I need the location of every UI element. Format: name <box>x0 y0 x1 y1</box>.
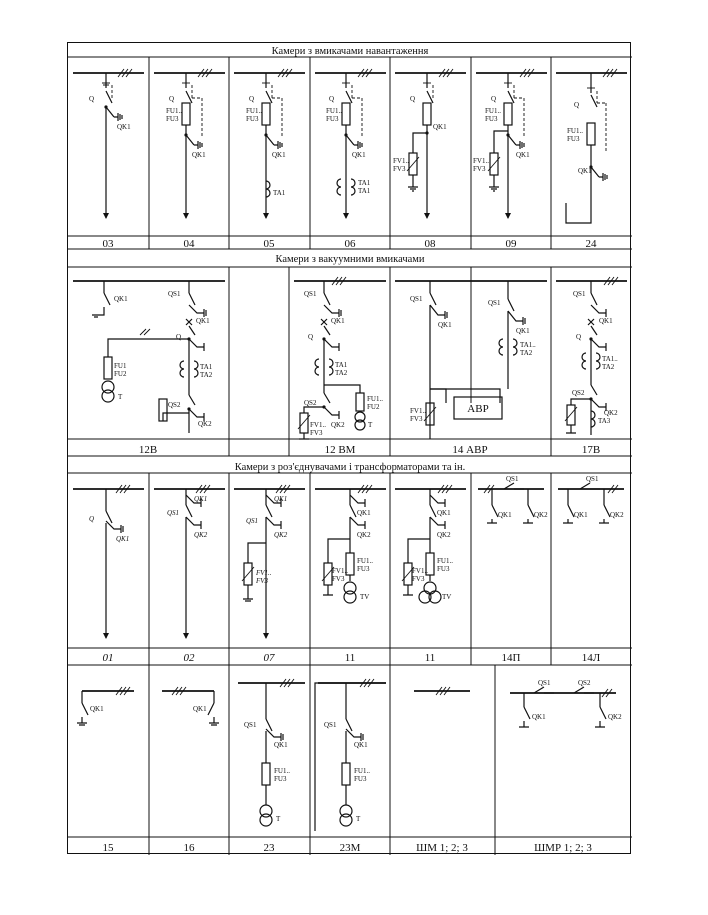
diagram-08 <box>393 69 466 219</box>
diagram-14p <box>478 475 548 523</box>
avr-label: АВР <box>467 403 489 415</box>
svg-text:QS1: QS1 <box>168 290 181 298</box>
svg-text:FU1: FU1 <box>114 362 127 370</box>
svg-text:TA1: TA1 <box>200 363 213 371</box>
svg-text:QS1: QS1 <box>304 290 317 298</box>
svg-text:TA3: TA3 <box>598 417 611 425</box>
svg-text:QS1: QS1 <box>538 679 551 687</box>
svg-text:FV3: FV3 <box>256 577 269 585</box>
svg-text:QK1: QK1 <box>438 321 452 329</box>
svg-text:FU1..: FU1.. <box>166 107 182 115</box>
diagram-01 <box>73 485 144 639</box>
svg-text:QS1: QS1 <box>246 517 259 525</box>
svg-text:T: T <box>276 815 281 823</box>
caption-14p: 14П <box>501 652 521 664</box>
svg-text:TV: TV <box>442 593 452 601</box>
svg-text:QK1: QK1 <box>437 509 451 517</box>
caption-shm: ШМ 1; 2; 3 <box>416 842 468 854</box>
caption-05: 05 <box>263 238 275 250</box>
section-title-load-switches: Камери з вмикачами навантаження <box>271 46 429 57</box>
caption-01: 01 <box>102 652 114 664</box>
diagram-09 <box>473 69 547 219</box>
svg-text:QS1: QS1 <box>573 290 586 298</box>
svg-text:FU1..: FU1.. <box>437 557 453 565</box>
svg-text:QS1: QS1 <box>324 721 337 729</box>
diagram-11b <box>395 485 466 603</box>
svg-text:Q: Q <box>169 95 175 103</box>
caption-11a: 11 <box>344 652 356 664</box>
caption-02: 02 <box>183 652 195 664</box>
svg-text:QS2: QS2 <box>578 679 591 687</box>
svg-text:QK2: QK2 <box>534 511 548 519</box>
label-qk1: QK1 <box>117 123 131 131</box>
svg-text:QS2: QS2 <box>168 401 181 409</box>
svg-text:FV1..: FV1.. <box>410 407 426 415</box>
svg-text:QK1: QK1 <box>599 317 613 325</box>
svg-text:QK1: QK1 <box>498 511 512 519</box>
svg-text:QK1: QK1 <box>433 123 447 131</box>
svg-text:FU3: FU3 <box>354 775 367 783</box>
svg-text:QK2: QK2 <box>274 531 288 539</box>
svg-text:QK1: QK1 <box>192 151 206 159</box>
svg-text:FU1..: FU1.. <box>354 767 370 775</box>
svg-text:QK1: QK1 <box>352 151 366 159</box>
svg-text:QK2: QK2 <box>194 531 208 539</box>
svg-text:FV3: FV3 <box>332 575 345 583</box>
svg-text:FV3: FV3 <box>412 575 425 583</box>
svg-text:QK1: QK1 <box>574 511 588 519</box>
svg-text:TA1: TA1 <box>358 179 371 187</box>
svg-text:FU1..: FU1.. <box>485 107 501 115</box>
diagram-02 <box>154 485 225 639</box>
caption-03: 03 <box>102 238 114 250</box>
svg-text:TA2: TA2 <box>602 363 615 371</box>
diagram-14l <box>558 475 624 523</box>
svg-text:TA1: TA1 <box>273 189 286 197</box>
svg-text:QK1: QK1 <box>357 509 371 517</box>
diagram-03 <box>73 69 144 219</box>
svg-text:Q: Q <box>249 95 255 103</box>
svg-text:QK1: QK1 <box>114 295 128 303</box>
svg-text:Q: Q <box>176 333 182 341</box>
svg-text:QK2: QK2 <box>608 713 622 721</box>
caption-23m: 23М <box>339 842 361 854</box>
diagram-06 <box>315 69 386 219</box>
svg-text:TA2: TA2 <box>200 371 213 379</box>
svg-text:FU1..: FU1.. <box>246 107 262 115</box>
caption-14l: 14Л <box>581 652 601 664</box>
caption-04: 04 <box>183 238 195 250</box>
diagram-24 <box>556 69 627 223</box>
svg-text:Q: Q <box>89 515 95 523</box>
caption-16: 16 <box>183 842 195 854</box>
svg-text:Q: Q <box>491 95 497 103</box>
svg-text:QS2: QS2 <box>572 389 585 397</box>
svg-text:FV1..: FV1.. <box>473 157 489 165</box>
caption-15: 15 <box>102 842 114 854</box>
caption-11b: 11 <box>424 652 436 664</box>
svg-text:FV1..: FV1.. <box>393 157 409 165</box>
diagram-12bm <box>294 277 386 439</box>
svg-text:QK1: QK1 <box>193 705 207 713</box>
svg-text:QK2: QK2 <box>610 511 624 519</box>
svg-text:QK1: QK1 <box>196 317 210 325</box>
svg-text:Q: Q <box>576 333 582 341</box>
caption-09: 09 <box>505 238 517 250</box>
svg-text:QK1: QK1 <box>578 167 592 175</box>
caption-24: 24 <box>585 238 597 250</box>
svg-text:TV: TV <box>360 593 370 601</box>
svg-text:FU3: FU3 <box>274 775 287 783</box>
svg-text:FV3: FV3 <box>473 165 486 173</box>
svg-text:QS1: QS1 <box>167 509 180 517</box>
svg-text:TA2: TA2 <box>520 349 533 357</box>
svg-text:QS1: QS1 <box>586 475 599 483</box>
svg-text:QK2: QK2 <box>357 531 371 539</box>
svg-text:Q: Q <box>574 101 580 109</box>
svg-text:FU2: FU2 <box>367 403 380 411</box>
svg-text:FU2: FU2 <box>114 370 127 378</box>
diagram-15 <box>77 687 134 725</box>
svg-text:FV1..: FV1.. <box>332 567 348 575</box>
svg-text:QK1: QK1 <box>116 535 130 543</box>
caption-07: 07 <box>263 652 275 664</box>
svg-text:QK2: QK2 <box>604 409 618 417</box>
svg-text:T: T <box>118 393 123 401</box>
svg-text:FU3: FU3 <box>357 565 370 573</box>
caption-12b: 12В <box>138 444 158 456</box>
svg-text:QS1: QS1 <box>488 299 501 307</box>
diagram-shm <box>414 687 470 695</box>
diagram-05 <box>234 69 305 219</box>
svg-text:QK1: QK1 <box>516 327 530 335</box>
svg-text:QK2: QK2 <box>331 421 345 429</box>
svg-text:FU3: FU3 <box>485 115 498 123</box>
svg-text:QK1: QK1 <box>354 741 368 749</box>
diagram-17b <box>556 277 627 435</box>
svg-text:FV3: FV3 <box>310 429 323 437</box>
svg-text:QS1: QS1 <box>410 295 423 303</box>
svg-text:QK1: QK1 <box>90 705 104 713</box>
svg-text:Q: Q <box>329 95 335 103</box>
svg-text:FU1..: FU1.. <box>567 127 583 135</box>
svg-text:TA1..: TA1.. <box>520 341 536 349</box>
caption-12bm: 12 ВМ <box>324 444 356 456</box>
svg-text:T: T <box>356 815 361 823</box>
caption-17b: 17В <box>581 444 601 456</box>
svg-text:QK1: QK1 <box>532 713 546 721</box>
svg-text:QK2: QK2 <box>437 531 451 539</box>
svg-text:FU1..: FU1.. <box>326 107 342 115</box>
caption-shmr: ШМР 1; 2; 3 <box>534 842 592 854</box>
diagram-12b <box>73 281 225 433</box>
svg-text:QK1: QK1 <box>274 495 288 503</box>
diagram-07 <box>234 485 305 639</box>
svg-text:TA1..: TA1.. <box>602 355 618 363</box>
svg-text:QS2: QS2 <box>304 399 317 407</box>
svg-text:FV3: FV3 <box>393 165 406 173</box>
svg-text:QS1: QS1 <box>506 475 519 483</box>
svg-text:QK2: QK2 <box>198 420 212 428</box>
label-q: Q <box>89 95 95 103</box>
section-title-vacuum-breakers: Камери з вакуумними вмикачами <box>275 254 425 265</box>
single-line-diagrams <box>68 43 632 855</box>
svg-text:FU1..: FU1.. <box>367 395 383 403</box>
svg-text:Q: Q <box>410 95 416 103</box>
caption-08: 08 <box>424 238 436 250</box>
svg-text:TA2: TA2 <box>335 369 348 377</box>
svg-text:T: T <box>368 421 373 429</box>
svg-text:FV1..: FV1.. <box>310 421 326 429</box>
diagram-shmr <box>510 679 622 727</box>
svg-text:QK1: QK1 <box>274 741 288 749</box>
svg-text:QS1: QS1 <box>244 721 257 729</box>
svg-text:FU1..: FU1.. <box>274 767 290 775</box>
diagram-23m <box>315 679 386 831</box>
caption-06: 06 <box>344 238 356 250</box>
schematic-sheet <box>67 42 631 854</box>
section-title-disconnectors: Камери з роз'єднувачами і трансформаторами та ін. <box>234 462 466 473</box>
svg-text:QK1: QK1 <box>194 495 208 503</box>
svg-text:FU3: FU3 <box>326 115 339 123</box>
svg-text:FU3: FU3 <box>567 135 580 143</box>
svg-text:QK1: QK1 <box>516 151 530 159</box>
diagram-04 <box>154 69 225 219</box>
svg-text:FU3: FU3 <box>437 565 450 573</box>
caption-14avr: 14 АВР <box>452 444 488 456</box>
svg-text:FV1..: FV1.. <box>412 567 428 575</box>
svg-text:TA1: TA1 <box>358 187 371 195</box>
svg-text:FU3: FU3 <box>166 115 179 123</box>
svg-text:FU1..: FU1.. <box>357 557 373 565</box>
svg-text:QK1: QK1 <box>272 151 286 159</box>
svg-text:FV1..: FV1.. <box>256 569 272 577</box>
svg-text:Q: Q <box>308 333 314 341</box>
svg-text:TA1: TA1 <box>335 361 348 369</box>
caption-23: 23 <box>263 842 275 854</box>
diagram-16 <box>162 687 219 725</box>
diagram-23 <box>238 679 305 826</box>
svg-text:QK1: QK1 <box>331 317 345 325</box>
table-grid <box>68 57 632 855</box>
diagram-11a <box>315 485 386 603</box>
svg-text:FU3: FU3 <box>246 115 259 123</box>
svg-text:FV3: FV3 <box>410 415 423 423</box>
